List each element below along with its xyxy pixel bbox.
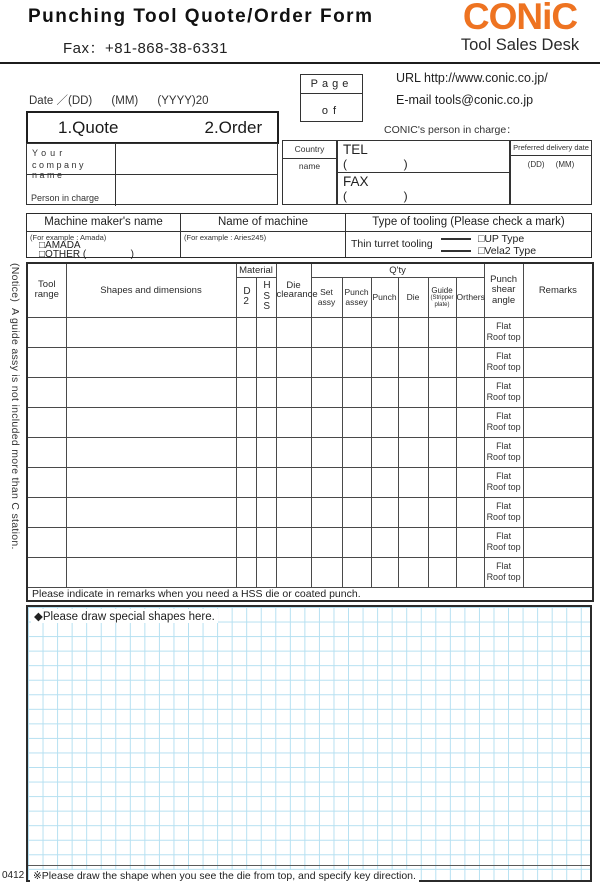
machine-section: [26, 213, 592, 258]
empty-cell: [276, 557, 311, 587]
date-field: Date ／(DD) (MM) (YYYY)20: [29, 95, 209, 107]
empty-cell: [398, 347, 428, 377]
empty-cell: [27, 407, 66, 437]
empty-cell: [236, 557, 256, 587]
empty-cell: [256, 497, 276, 527]
empty-cell: [523, 377, 593, 407]
empty-cell: [456, 437, 484, 467]
qty-header: Q'ty: [311, 263, 484, 277]
empty-cell: [276, 467, 311, 497]
empty-cell: [66, 467, 236, 497]
empty-cell: [342, 347, 371, 377]
empty-cell: [371, 467, 398, 497]
empty-cell: [342, 377, 371, 407]
hss-header: HSS: [256, 277, 276, 317]
die-header: Die: [398, 277, 428, 317]
person-in-charge-label: [27, 175, 116, 206]
empty-cell: [236, 437, 256, 467]
empty-cell: [276, 497, 311, 527]
form-title: Punching Tool Quote/Order Form: [28, 6, 374, 27]
empty-cell: [342, 467, 371, 497]
empty-cell: [428, 557, 456, 587]
empty-cell: [398, 437, 428, 467]
page-box: [300, 74, 363, 122]
company-url: URL http://www.conic.co.jp/: [396, 71, 548, 85]
empty-cell: [66, 347, 236, 377]
company-label-line2: company name: [32, 160, 87, 180]
special-shapes-drawing-area: [26, 605, 592, 882]
empty-cell: [456, 467, 484, 497]
table-header: [27, 263, 593, 317]
empty-cell: [428, 347, 456, 377]
empty-cell: [256, 407, 276, 437]
empty-cell: [276, 437, 311, 467]
quote-order-selector: [26, 111, 279, 144]
empty-cell: [311, 437, 342, 467]
empty-cell: [523, 527, 593, 557]
fax-cell: [338, 173, 509, 205]
draw-shapes-title: ◆Please draw special shapes here.: [31, 609, 218, 623]
punch-shear-cell: Flat Roof top: [484, 557, 523, 587]
punch-shear-cell: Flat Roof top: [484, 527, 523, 557]
empty-cell: [311, 467, 342, 497]
empty-cell: [66, 497, 236, 527]
empty-cell: [256, 437, 276, 467]
vela2-type-label: □Vela2 Type: [478, 245, 537, 257]
empty-cell: [371, 347, 398, 377]
other-checkbox-option: □OTHER ( ): [39, 249, 134, 260]
empty-cell: [27, 497, 66, 527]
empty-cell: [523, 317, 593, 347]
punch-shear-cell: Flat Roof top: [484, 377, 523, 407]
empty-cell: [523, 557, 593, 587]
delivery-dd-mm: (DD) (MM): [527, 160, 575, 169]
empty-cell: [342, 497, 371, 527]
tooling-type-column: [346, 214, 591, 257]
empty-cell: [456, 497, 484, 527]
table-row: [27, 557, 593, 587]
empty-cell: [428, 497, 456, 527]
empty-cell: [256, 377, 276, 407]
company-label-line1: Your: [32, 148, 67, 158]
tool-range-header: Tool range: [27, 263, 66, 317]
empty-cell: [256, 557, 276, 587]
empty-cell: [428, 377, 456, 407]
empty-cell: [66, 317, 236, 347]
empty-cell: [27, 317, 66, 347]
bottom-note-strip: [28, 865, 590, 880]
page-label: Page: [301, 75, 362, 94]
empty-cell: [428, 407, 456, 437]
page-of-label: of: [321, 105, 342, 117]
vela2-type-option: [441, 245, 536, 257]
empty-cell: [523, 407, 593, 437]
empty-cell: [27, 347, 66, 377]
empty-cell: [66, 437, 236, 467]
empty-cell: [276, 347, 311, 377]
empty-cell: [371, 437, 398, 467]
empty-cell: [523, 497, 593, 527]
die-clearance-header: Die clearance: [276, 263, 311, 317]
empty-cell: [398, 557, 428, 587]
quote-option: 1.Quote: [58, 117, 119, 137]
guide-assy-notice: (Notice) A guide assy is not included more than C station.: [9, 263, 21, 550]
preferred-delivery-cell: [510, 140, 592, 205]
country-name-label: Country name: [283, 141, 336, 159]
empty-cell: [311, 557, 342, 587]
table-row: [27, 437, 593, 467]
connector-line: [441, 238, 471, 240]
company-name-row: [27, 144, 277, 180]
stripper-plate-label: (Stripper plate): [430, 294, 454, 308]
set-assy-header: Set assy: [311, 277, 342, 317]
empty-cell: [456, 347, 484, 377]
empty-cell: [311, 317, 342, 347]
hss-note-text: Please indicate in remarks when you need a HSS die or coated punch.: [27, 587, 593, 601]
empty-cell: [311, 407, 342, 437]
company-info-table: [26, 143, 278, 205]
conic-logo: CONiC: [462, 0, 578, 37]
shapes-dimensions-header: Shapes and dimensions: [66, 263, 236, 317]
empty-cell: [311, 377, 342, 407]
maker-example-text: (For example : Amada): [30, 233, 107, 242]
empty-cell: [276, 317, 311, 347]
preferred-delivery-label: Preferred delivery date: [511, 141, 591, 156]
material-header: Material: [236, 263, 276, 277]
table-row: [27, 317, 593, 347]
connector-line: [441, 250, 471, 252]
punch-shear-cell: Flat Roof top: [484, 347, 523, 377]
empty-cell: [398, 497, 428, 527]
empty-cell: [456, 407, 484, 437]
empty-cell: [256, 347, 276, 377]
tel-cell: [338, 141, 509, 173]
table-row: [27, 407, 593, 437]
others-header: Orthers: [456, 277, 484, 317]
machine-maker-column: [27, 214, 181, 260]
empty-cell: [428, 527, 456, 557]
empty-cell: [428, 467, 456, 497]
empty-cell: [398, 317, 428, 347]
empty-cell: [342, 407, 371, 437]
header-divider: [0, 62, 600, 64]
empty-cell: [276, 527, 311, 557]
empty-cell: [371, 317, 398, 347]
machine-example-text: (For example : Aries245): [184, 233, 267, 242]
empty-cell: [428, 317, 456, 347]
empty-cell: [398, 527, 428, 557]
empty-cell: [236, 407, 256, 437]
die-top-view-note: ※Please draw the shape when you see the die from top, and specify key direction.: [30, 870, 419, 882]
person-label-text: Person in charge: [31, 193, 100, 203]
empty-cell: [371, 557, 398, 587]
empty-cell: [236, 347, 256, 377]
tel-area-code-parens: ( ): [343, 157, 408, 171]
empty-cell: [27, 557, 66, 587]
empty-cell: [398, 467, 428, 497]
fax-area-code-parens: ( ): [343, 189, 408, 203]
thin-turret-label: Thin turret tooling: [351, 238, 433, 250]
empty-cell: [523, 347, 593, 377]
person-in-charge-row: [27, 175, 277, 206]
empty-cell: [311, 497, 342, 527]
country-name-cell: [282, 140, 337, 205]
empty-cell: [342, 557, 371, 587]
empty-cell: [276, 377, 311, 407]
empty-cell: [456, 527, 484, 557]
empty-cell: [256, 527, 276, 557]
table-row: [27, 467, 593, 497]
hss-note-row: [27, 587, 593, 601]
empty-cell: [456, 377, 484, 407]
empty-cell: [456, 317, 484, 347]
table-row: [27, 347, 593, 377]
fax-number: Fax：+81-868-38-6331: [63, 40, 229, 57]
d2-header: D2: [236, 277, 256, 317]
table-row: [27, 497, 593, 527]
company-email: E-mail tools@conic.co.jp: [396, 93, 534, 107]
empty-cell: [66, 557, 236, 587]
table-row: [27, 377, 593, 407]
empty-cell: [256, 317, 276, 347]
tool-order-table: [26, 262, 594, 602]
up-type-option: [441, 233, 524, 245]
empty-cell: [236, 497, 256, 527]
empty-cell: [256, 467, 276, 497]
order-option: 2.Order: [204, 117, 263, 137]
empty-cell: [27, 527, 66, 557]
empty-cell: [523, 437, 593, 467]
empty-cell: [428, 437, 456, 467]
conic-person-in-charge-field: CONIC's person in charge：: [384, 122, 592, 141]
main-table-body: [27, 317, 593, 587]
empty-cell: [66, 527, 236, 557]
machine-name-column: [181, 214, 346, 257]
punch-shear-angle-header: Punch shear angle: [484, 263, 523, 317]
tel-label: TEL: [343, 142, 368, 157]
punch-header: Punch: [371, 277, 398, 317]
empty-cell: [398, 407, 428, 437]
empty-cell: [27, 377, 66, 407]
machine-maker-header: Machine maker's name: [27, 214, 180, 232]
empty-cell: [398, 377, 428, 407]
logo-subtitle: Tool Sales Desk: [460, 36, 580, 54]
remarks-header: Remarks: [523, 263, 593, 317]
up-type-label: □UP Type: [478, 233, 525, 245]
punch-shear-cell: Flat Roof top: [484, 407, 523, 437]
empty-cell: [342, 317, 371, 347]
empty-cell: [236, 377, 256, 407]
empty-cell: [236, 317, 256, 347]
empty-cell: [456, 557, 484, 587]
empty-cell: [236, 467, 256, 497]
tooling-type-header: Type of tooling (Please check a mark): [346, 214, 591, 232]
empty-cell: [371, 407, 398, 437]
empty-cell: [311, 527, 342, 557]
form-code: 0412: [2, 870, 25, 881]
empty-cell: [342, 437, 371, 467]
punch-shear-cell: Flat Roof top: [484, 437, 523, 467]
empty-cell: [523, 467, 593, 497]
company-name-label: [27, 144, 116, 180]
empty-cell: [371, 527, 398, 557]
empty-cell: [236, 527, 256, 557]
empty-cell: [27, 467, 66, 497]
empty-cell: [371, 377, 398, 407]
punch-shear-cell: Flat Roof top: [484, 497, 523, 527]
empty-cell: [27, 437, 66, 467]
empty-cell: [311, 347, 342, 377]
guide-label: Guide: [431, 285, 453, 295]
guide-header: [428, 277, 456, 317]
fax-label: FAX: [343, 174, 369, 189]
empty-cell: [66, 377, 236, 407]
machine-name-header: Name of machine: [181, 214, 345, 232]
tel-fax-table: [337, 140, 510, 205]
punch-shear-cell: Flat Roof top: [484, 467, 523, 497]
table-row: [27, 527, 593, 557]
punch-shear-cell: Flat Roof top: [484, 317, 523, 347]
empty-cell: [66, 407, 236, 437]
amada-checkbox-option: □AMADA: [39, 240, 81, 251]
punch-assey-header: Punch assey: [342, 277, 371, 317]
empty-cell: [371, 497, 398, 527]
empty-cell: [342, 527, 371, 557]
empty-cell: [276, 407, 311, 437]
